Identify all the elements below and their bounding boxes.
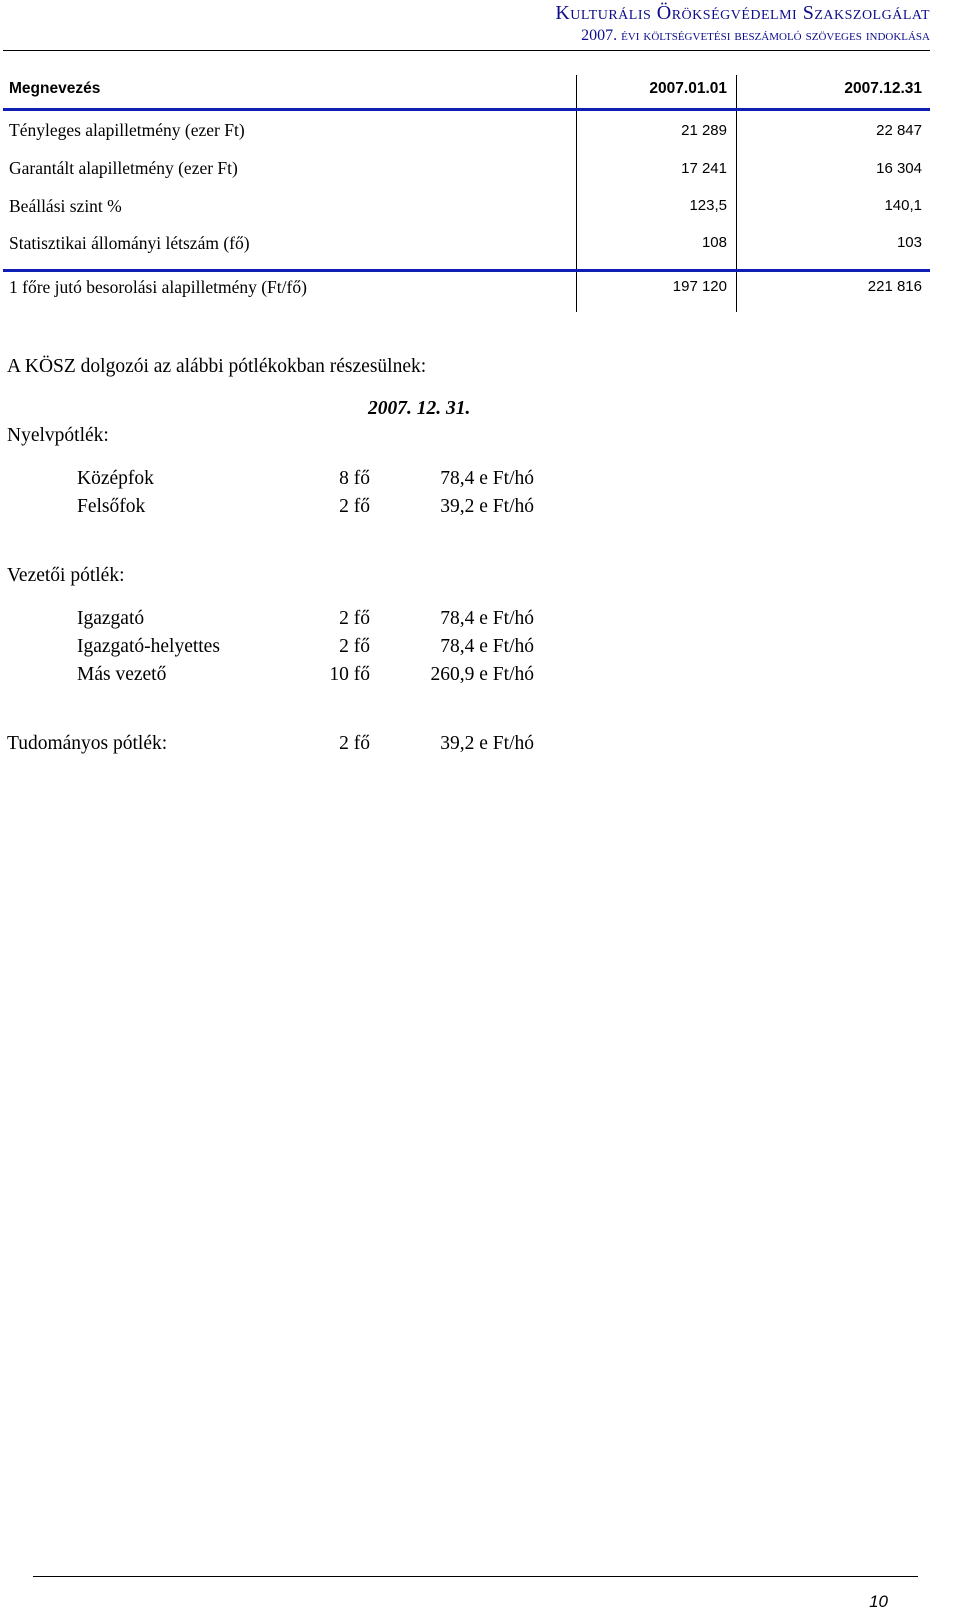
row-value-2: 140,1 xyxy=(884,197,922,214)
allowances-intro: A KÖSZ dolgozói az alábbi pótlékokban részesülnek: xyxy=(7,356,427,377)
column-header-date2: 2007.12.31 xyxy=(844,80,922,97)
item-amount: 78,4 e Ft/hó xyxy=(440,636,534,657)
column-header-label: Megnevezés xyxy=(9,80,101,97)
management-allowance-title: Vezetői pótlék: xyxy=(7,565,125,586)
allowances-date: 2007. 12. 31. xyxy=(368,398,471,419)
row-value-2: 103 xyxy=(896,234,922,251)
item-amount: 78,4 e Ft/hó xyxy=(440,608,534,629)
item-name: Más vezető xyxy=(77,664,167,685)
row-value-2: 221 816 xyxy=(867,278,922,295)
item-count: 2 fő xyxy=(339,636,370,657)
row-label: 1 főre jutó besorolási alapilletmény (Ft/fő) xyxy=(9,277,307,297)
row-value-1: 123,5 xyxy=(689,197,727,214)
page-number: 10 xyxy=(869,1592,888,1611)
item-name: Igazgató xyxy=(77,608,145,629)
item-name: Középfok xyxy=(77,468,154,489)
item-name: Felsőfok xyxy=(77,496,146,517)
row-value-1: 17 241 xyxy=(681,160,727,177)
document-title: 2007. évi költségvetési beszámoló szöveges indoklása xyxy=(581,27,930,44)
scientific-allowance-title: Tudományos pótlék: xyxy=(7,733,168,754)
salary-table xyxy=(0,73,930,323)
row-label: Beállási szint % xyxy=(9,196,122,216)
column-header-date1: 2007.01.01 xyxy=(649,80,727,97)
organization-title: Kulturális Örökségvédelmi Szakszolgálat xyxy=(555,2,930,24)
item-amount: 39,2 e Ft/hó xyxy=(440,733,534,754)
row-label: Statisztikai állományi létszám (fő) xyxy=(9,233,250,253)
item-amount: 260,9 e Ft/hó xyxy=(430,664,534,685)
row-value-2: 22 847 xyxy=(876,122,922,139)
header-rule xyxy=(3,50,930,51)
summary-separator xyxy=(3,269,930,272)
item-amount: 39,2 e Ft/hó xyxy=(440,496,534,517)
item-count: 2 fő xyxy=(339,496,370,517)
header-separator xyxy=(3,108,930,111)
item-count: 2 fő xyxy=(339,608,370,629)
row-value-2: 16 304 xyxy=(876,160,922,177)
item-count: 2 fő xyxy=(339,733,370,754)
row-label: Tényleges alapilletmény (ezer Ft) xyxy=(9,120,245,140)
row-value-1: 197 120 xyxy=(672,278,727,295)
row-value-1: 21 289 xyxy=(681,122,727,139)
row-value-1: 108 xyxy=(701,234,727,251)
item-amount: 78,4 e Ft/hó xyxy=(440,468,534,489)
item-count: 8 fő xyxy=(339,468,370,489)
row-label: Garantált alapilletmény (ezer Ft) xyxy=(9,158,238,178)
footer-rule xyxy=(33,1576,918,1577)
item-name: Igazgató-helyettes xyxy=(77,636,220,657)
language-allowance-title: Nyelvpótlék: xyxy=(7,425,109,446)
item-count: 10 fő xyxy=(329,664,370,685)
